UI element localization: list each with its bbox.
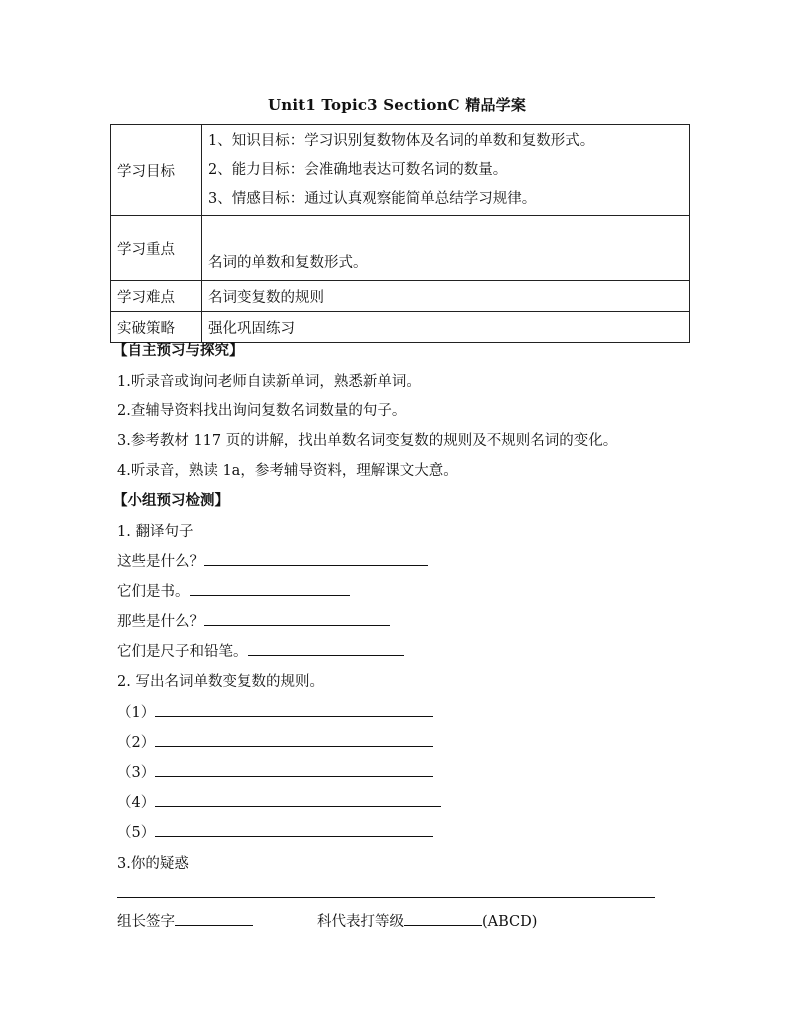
q2-title: 2. 写出名词单数变复数的规则。 (117, 674, 324, 690)
sentence-row-3 (117, 610, 390, 631)
difficulty-value: 名词变复数的规则 (202, 281, 690, 312)
answer-blank[interactable] (248, 640, 404, 656)
goal-ability: 2、能力目标：会准确地表达可数名词的数量。 (208, 161, 508, 178)
rule-number-2: （2） (117, 735, 156, 751)
answer-blank[interactable] (190, 580, 350, 596)
rule-number-5: （5） (117, 825, 156, 841)
table-row-difficulty (111, 281, 690, 312)
leader-sign-blank[interactable] (175, 910, 253, 926)
goals-label: 学习目标 (111, 125, 202, 216)
answer-blank[interactable] (204, 550, 428, 566)
preview-item-1: 1.听录音或询问老师自读新单词，熟悉新单词。 (117, 374, 421, 390)
q3-title: 3.你的疑惑 (117, 856, 189, 872)
sentence-row-4 (117, 640, 404, 661)
answer-blank[interactable] (155, 731, 433, 747)
answer-blank[interactable] (155, 761, 433, 777)
table-row-strategy (111, 312, 690, 343)
focus-label: 学习重点 (111, 216, 202, 281)
sentence-2: 它们是书。 (117, 584, 190, 600)
rule-row-2 (117, 731, 433, 752)
goal-knowledge: 1、知识目标：学习识别复数物体及名词的单数和复数形式。 (208, 132, 595, 149)
table-row-goals (111, 125, 690, 216)
rule-number-3: （3） (117, 765, 156, 781)
focus-value: 名词的单数和复数形式。 (202, 216, 690, 281)
doubts-answer-line[interactable] (117, 897, 655, 898)
rep-grade-label: 科代表打等级 (317, 914, 404, 930)
rule-row-4 (117, 791, 441, 812)
rule-row-5 (117, 821, 433, 842)
sentence-4: 它们是尺子和铅笔。 (117, 644, 248, 660)
difficulty-label: 学习难点 (111, 281, 202, 312)
footer-grade (317, 910, 537, 931)
page-title: Unit1 Topic3 SectionC 精品学案 (267, 96, 527, 114)
preview-item-4: 4.听录音，熟读 1a，参考辅导资料，理解课文大意。 (117, 463, 458, 479)
rule-number-4: （4） (117, 795, 156, 811)
sentence-3: 那些是什么？ (117, 614, 204, 630)
preview-heading: 【自主预习与探究】 (113, 342, 244, 359)
study-plan-table (110, 124, 690, 343)
check-heading: 【小组预习检测】 (113, 492, 229, 509)
footer-leader (117, 910, 253, 931)
answer-blank[interactable] (204, 610, 390, 626)
leader-sign-label: 组长签字 (117, 914, 175, 930)
rule-row-1 (117, 701, 433, 722)
strategy-label: 实破策略 (111, 312, 202, 343)
sentence-1: 这些是什么？ (117, 554, 204, 570)
sentence-row-2 (117, 580, 350, 601)
table-row-focus (111, 216, 690, 281)
rule-number-1: （1） (117, 705, 156, 721)
rule-row-3 (117, 761, 433, 782)
answer-blank[interactable] (155, 701, 433, 717)
answer-blank[interactable] (155, 821, 433, 837)
grade-options: (ABCD) (482, 914, 538, 930)
answer-blank[interactable] (155, 791, 441, 807)
grade-blank[interactable] (404, 910, 482, 926)
q1-title: 1. 翻译句子 (117, 524, 194, 540)
sentence-row-1 (117, 550, 428, 571)
goal-emotion: 3、情感目标：通过认真观察能简单总结学习规律。 (208, 190, 537, 207)
preview-item-3: 3.参考教材 117 页的讲解，找出单数名词变复数的规则及不规则名词的变化。 (117, 433, 618, 449)
strategy-value: 强化巩固练习 (202, 312, 690, 343)
goals-cell (202, 125, 690, 216)
preview-item-2: 2.查辅导资料找出询问复数名词数量的句子。 (117, 403, 407, 419)
